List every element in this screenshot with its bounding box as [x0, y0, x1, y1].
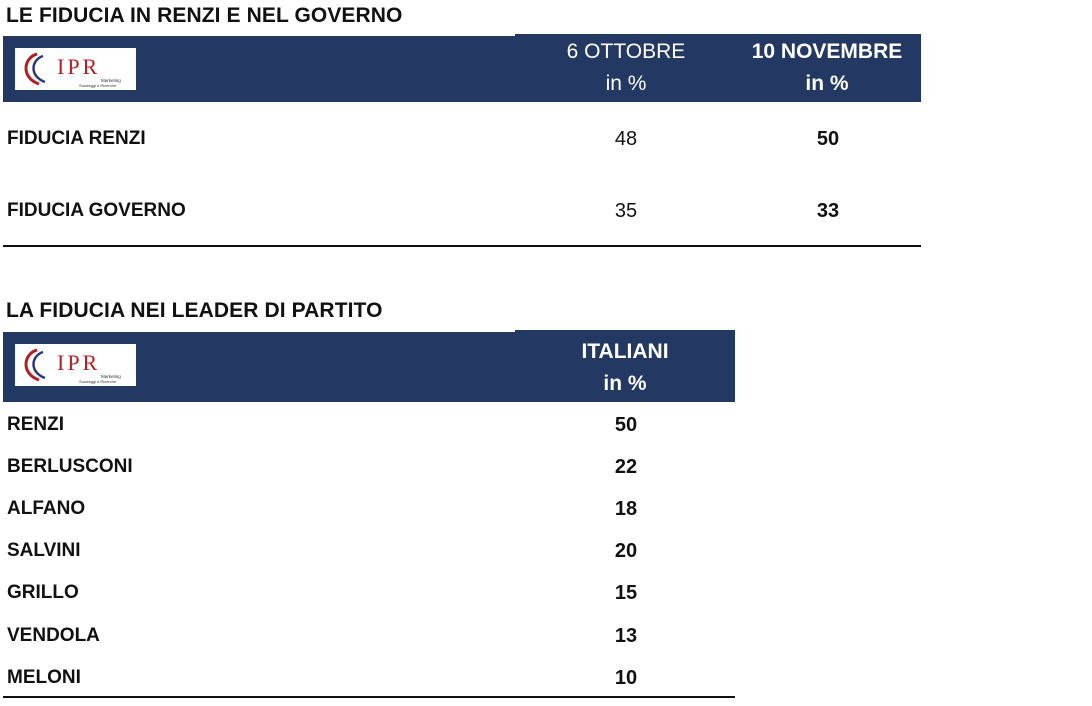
table1-title: LE FIDUCIA IN RENZI E NEL GOVERNO — [6, 4, 403, 27]
ipr-logo — [15, 48, 136, 90]
row-label-grillo: GRILLO — [7, 582, 79, 603]
cell-vendola: 13 — [614, 625, 638, 647]
table2-header — [3, 332, 735, 402]
table2-title: LA FIDUCIA NEI LEADER DI PARTITO — [6, 299, 383, 322]
svg-text:Sondaggi e Ricerche: Sondaggi e Ricerche — [79, 83, 117, 88]
ipr-logo — [15, 344, 136, 386]
column-header-italiani: ITALIANI in % — [581, 340, 669, 395]
cell-renzi-novembre: 50 — [816, 128, 840, 150]
cell-governo-novembre: 33 — [816, 200, 840, 222]
cell-governo-ottobre: 35 — [614, 200, 638, 222]
svg-text:Marketing: Marketing — [101, 374, 121, 379]
row-label-alfano: ALFANO — [7, 498, 86, 519]
cell-renzi: 50 — [614, 414, 638, 436]
row-label-fiducia-renzi: FIDUCIA RENZI — [7, 128, 146, 149]
table1-header — [3, 36, 921, 102]
row-label-berlusconi: BERLUSCONI — [7, 456, 133, 477]
cell-salvini: 20 — [614, 540, 638, 562]
row-label-renzi: RENZI — [7, 414, 64, 435]
cell-grillo: 15 — [614, 582, 638, 604]
column-header-6-ottobre: 6 OTTOBRE in % — [566, 40, 686, 95]
svg-text:Sondaggi e Ricerche: Sondaggi e Ricerche — [79, 379, 117, 384]
table1-bottom-rule — [3, 245, 921, 247]
cell-berlusconi: 22 — [614, 456, 638, 478]
cell-alfano: 18 — [614, 498, 638, 520]
table2-bottom-rule — [3, 696, 735, 698]
row-label-salvini: SALVINI — [7, 540, 81, 561]
logo-text: IPR — [57, 350, 101, 375]
svg-text:Marketing: Marketing — [101, 78, 121, 83]
cell-renzi-ottobre: 48 — [614, 128, 638, 150]
row-label-meloni: MELONI — [7, 667, 81, 688]
row-label-vendola: VENDOLA — [7, 625, 100, 646]
logo-text: IPR — [57, 54, 101, 79]
cell-meloni: 10 — [614, 667, 638, 689]
row-label-fiducia-governo: FIDUCIA GOVERNO — [7, 200, 186, 221]
column-header-10-novembre: 10 NOVEMBRE in % — [751, 40, 903, 95]
